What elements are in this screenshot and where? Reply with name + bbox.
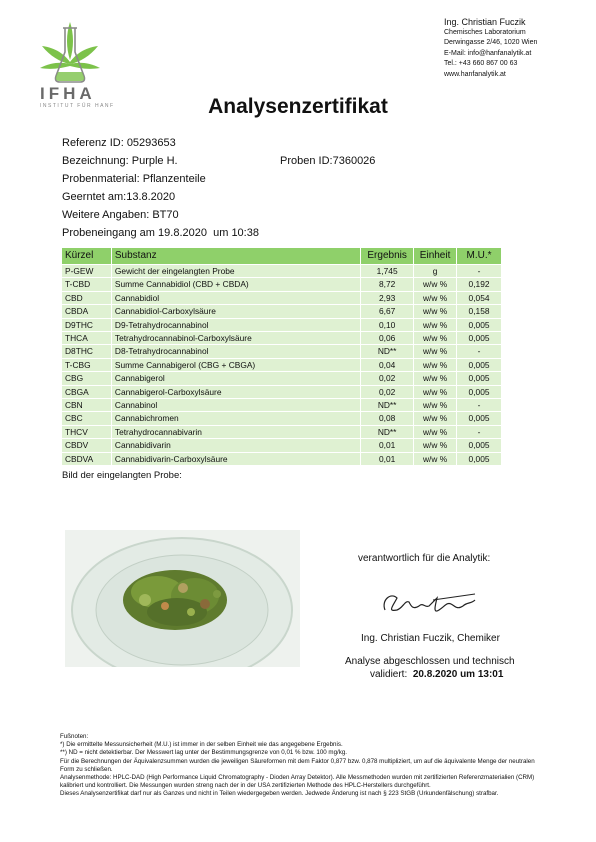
cell-ergebnis: 6,67 [361, 305, 414, 318]
weitere-row [62, 209, 179, 221]
lab-phone: Tel.: +43 660 867 00 63 [444, 60, 518, 67]
bezeichnung-row [62, 155, 178, 167]
cell-mu: 0,005 [457, 412, 502, 425]
eingang-label: Probeneingang am [62, 227, 155, 239]
cell-substanz: Cannabidiol-Carboxylsäure [111, 305, 360, 318]
referenz-value: 05293653 [126, 137, 176, 149]
cell-einheit: w/w % [414, 425, 457, 438]
completed-label: validiert: [370, 669, 408, 680]
logo-subtitle: INSTITUT FÜR HANF [40, 103, 115, 109]
lab-email: E-Mail: info@hanfanalytik.at [444, 49, 532, 57]
cell-mu: 0,005 [457, 332, 502, 345]
cell-kuerzel: CBDV [62, 439, 112, 452]
referenz-row [62, 137, 176, 149]
cell-kuerzel: T-CBG [62, 358, 112, 371]
cell-mu: 0,005 [457, 358, 502, 371]
cell-substanz: Cannabinol [111, 399, 360, 412]
cell-mu: 0,005 [457, 318, 502, 331]
table-row [62, 278, 502, 291]
col-header-einheit: Einheit [414, 248, 457, 265]
footnote-item: Für die Berechnungen der Äquivalenzsummen wurden die jeweiligen Säureformen mit dem Faktor 0,877 bzw. 0,878 multipliziert, um auf die äquivalente Menge der neutralen Form zu schließen. [60, 757, 535, 773]
table-row [62, 291, 502, 304]
cell-substanz: Cannabidivarin-Carboxylsäure [111, 452, 360, 465]
cell-kuerzel: CBDVA [62, 452, 112, 465]
table-row [62, 385, 502, 398]
cell-substanz: Gewicht der eingelangten Probe [111, 265, 360, 278]
table-row [62, 318, 502, 331]
footnote-item: *) Die ermittelte Messunsicherheit (M.U.) ist immer in der selben Einheit wie das angegebene Ergebnis. [60, 741, 343, 749]
cell-einheit: w/w % [414, 332, 457, 345]
cell-kuerzel: CBDA [62, 305, 112, 318]
completed-validated [370, 669, 503, 680]
cell-substanz: Summe Cannabigerol (CBG + CBGA) [111, 358, 360, 371]
cell-ergebnis: 0,01 [361, 452, 414, 465]
cell-ergebnis: 0,04 [361, 358, 414, 371]
cell-mu: 0,005 [457, 439, 502, 452]
cell-ergebnis: 0,02 [361, 372, 414, 385]
footnote-item: Dieses Analysenzertifikat darf nur als Ganzes und nicht in Teilen wiedergegeben werden. Jedwede Änderung ist nach § 223 StGB (Urkundenfälschung) strafbar. [60, 790, 499, 798]
table-row [62, 452, 502, 465]
eingang-time: 10:38 [231, 227, 259, 239]
logo-wordmark: IFHA [40, 84, 96, 103]
cell-mu: 0,192 [457, 278, 502, 291]
footnote-item: Analysenmethode: HPLC-DAD (High Performance Liquid Chromatography - Dioden Array Detektor). Alle Messmethoden wurden mit zertifizierten Referenzmaterialien (CRM) kalibriert und kontrolliert. Die Messungen wurden streng nach der in der USA zertifizierten Methode des HPLC-Herstellers durchgeführt. [60, 774, 535, 790]
cell-einheit: w/w % [414, 318, 457, 331]
cell-substanz: Tetrahydrocannabinol-Carboxylsäure [111, 332, 360, 345]
table-row [62, 305, 502, 318]
lab-address-block [444, 17, 537, 80]
cell-einheit: w/w % [414, 439, 457, 452]
cell-einheit: w/w % [414, 452, 457, 465]
cell-substanz: Cannabigerol [111, 372, 360, 385]
eingang-um: um [213, 227, 229, 239]
referenz-label: Referenz ID: [62, 137, 124, 149]
eingang-date: 19.8.2020 [158, 227, 207, 239]
table-row [62, 332, 502, 345]
cell-mu: 0,054 [457, 291, 502, 304]
geerntet-row [62, 191, 175, 203]
cell-mu: 0,005 [457, 452, 502, 465]
table-row [62, 412, 502, 425]
cell-kuerzel: P-GEW [62, 265, 112, 278]
sample-photo [65, 530, 300, 667]
cell-einheit: g [414, 265, 457, 278]
table-row [62, 265, 502, 278]
cell-ergebnis: 0,06 [361, 332, 414, 345]
table-row [62, 439, 502, 452]
cell-substanz: Cannabidivarin [111, 439, 360, 452]
cell-einheit: w/w % [414, 399, 457, 412]
table-row [62, 372, 502, 385]
cell-kuerzel: T-CBD [62, 278, 112, 291]
cell-substanz: Tetrahydrocannabivarin [111, 425, 360, 438]
cell-einheit: w/w % [414, 305, 457, 318]
cell-mu: - [457, 399, 502, 412]
col-header-ergebnis: Ergebnis [361, 248, 414, 265]
table-row [62, 345, 502, 358]
cell-substanz: Cannabichromen [111, 412, 360, 425]
cell-ergebnis: 0,01 [361, 439, 414, 452]
bezeichnung-value: Purple H. [131, 155, 178, 167]
cell-ergebnis: 8,72 [361, 278, 414, 291]
completed-line: Analyse abgeschlossen und technisch [345, 656, 515, 667]
cell-kuerzel: THCV [62, 425, 112, 438]
footnote-item: **) ND = nicht detektierbar. Der Messwert lag unter der Bestimmungsgrenze von 0,01 % bzw. 100 mg/kg. [60, 749, 347, 757]
cell-kuerzel: CBG [62, 372, 112, 385]
cell-einheit: w/w % [414, 291, 457, 304]
cell-mu: 0,158 [457, 305, 502, 318]
completed-value: 20.8.2020 um 13:01 [412, 669, 504, 680]
cell-mu: 0,005 [457, 372, 502, 385]
footnotes [60, 733, 540, 799]
cell-substanz: Summe Cannabidiol (CBD + CBDA) [111, 278, 360, 291]
cell-substanz: D9-Tetrahydrocannabinol [111, 318, 360, 331]
cell-einheit: w/w % [414, 278, 457, 291]
lab-website: www.hanfanalytik.at [444, 70, 506, 78]
results-table [61, 247, 502, 466]
signer-name: Ing. Christian Fuczik, Chemiker [361, 633, 500, 644]
footnote-heading: Fußnoten: [60, 733, 89, 740]
cell-mu: - [457, 265, 502, 278]
photo-caption: Bild der eingelangten Probe: [62, 470, 182, 481]
responsible-label: verantwortlich für die Analytik: [358, 553, 491, 564]
cell-kuerzel: D8THC [62, 345, 112, 358]
material-row [62, 173, 206, 185]
lab-name: Ing. Christian Fuczik [444, 17, 526, 27]
page-title: Analysenzertifikat [208, 95, 388, 118]
weitere-value: BT70 [152, 209, 179, 221]
table-row [62, 425, 502, 438]
cell-mu: - [457, 425, 502, 438]
geerntet-value: 13.8.2020 [126, 191, 176, 203]
sample-photo-image [65, 530, 300, 667]
cell-einheit: w/w % [414, 385, 457, 398]
col-header-kuerzel: Kürzel [62, 248, 112, 265]
cell-kuerzel: CBC [62, 412, 112, 425]
cell-substanz: Cannabidiol [111, 291, 360, 304]
table-row [62, 358, 502, 371]
table-row [62, 399, 502, 412]
weitere-label: Weitere Angaben: [62, 209, 150, 221]
cell-kuerzel: THCA [62, 332, 112, 345]
cell-einheit: w/w % [414, 345, 457, 358]
signature-image [375, 588, 495, 618]
col-header-substanz: Substanz [111, 248, 360, 265]
cell-substanz: Cannabigerol-Carboxylsäure [111, 385, 360, 398]
cell-ergebnis: 0,02 [361, 385, 414, 398]
eingang-row [62, 227, 259, 239]
cell-ergebnis: ND** [361, 345, 414, 358]
cell-mu: - [457, 345, 502, 358]
col-header-mu: M.U.* [457, 248, 502, 265]
lab-line: Derwingasse 2/46, 1020 Wien [444, 39, 538, 46]
cell-ergebnis: ND** [361, 425, 414, 438]
cell-substanz: D8-Tetrahydrocannabinol [111, 345, 360, 358]
cell-einheit: w/w % [414, 412, 457, 425]
cell-kuerzel: CBD [62, 291, 112, 304]
cell-ergebnis: 0,08 [361, 412, 414, 425]
cell-kuerzel: D9THC [62, 318, 112, 331]
cell-ergebnis: 1,745 [361, 265, 414, 278]
cell-kuerzel: CBN [62, 399, 112, 412]
proben-value: 7360026 [332, 155, 376, 167]
proben-row [280, 155, 375, 167]
cell-einheit: w/w % [414, 358, 457, 371]
bezeichnung-label: Bezeichnung: [62, 155, 129, 167]
lab-line: Chemisches Laboratorium [444, 28, 526, 36]
cell-ergebnis: 2,93 [361, 291, 414, 304]
cell-ergebnis: 0,10 [361, 318, 414, 331]
cell-mu: 0,005 [457, 385, 502, 398]
proben-label: Proben ID: [280, 155, 333, 167]
material-label: Probenmaterial: [62, 173, 140, 185]
material-value: Pflanzenteile [142, 173, 206, 185]
results-table-body [62, 265, 502, 466]
cell-kuerzel: CBGA [62, 385, 112, 398]
cell-einheit: w/w % [414, 372, 457, 385]
cell-ergebnis: ND** [361, 399, 414, 412]
table-header-row [62, 248, 502, 265]
geerntet-label: Geerntet am: [62, 191, 127, 203]
